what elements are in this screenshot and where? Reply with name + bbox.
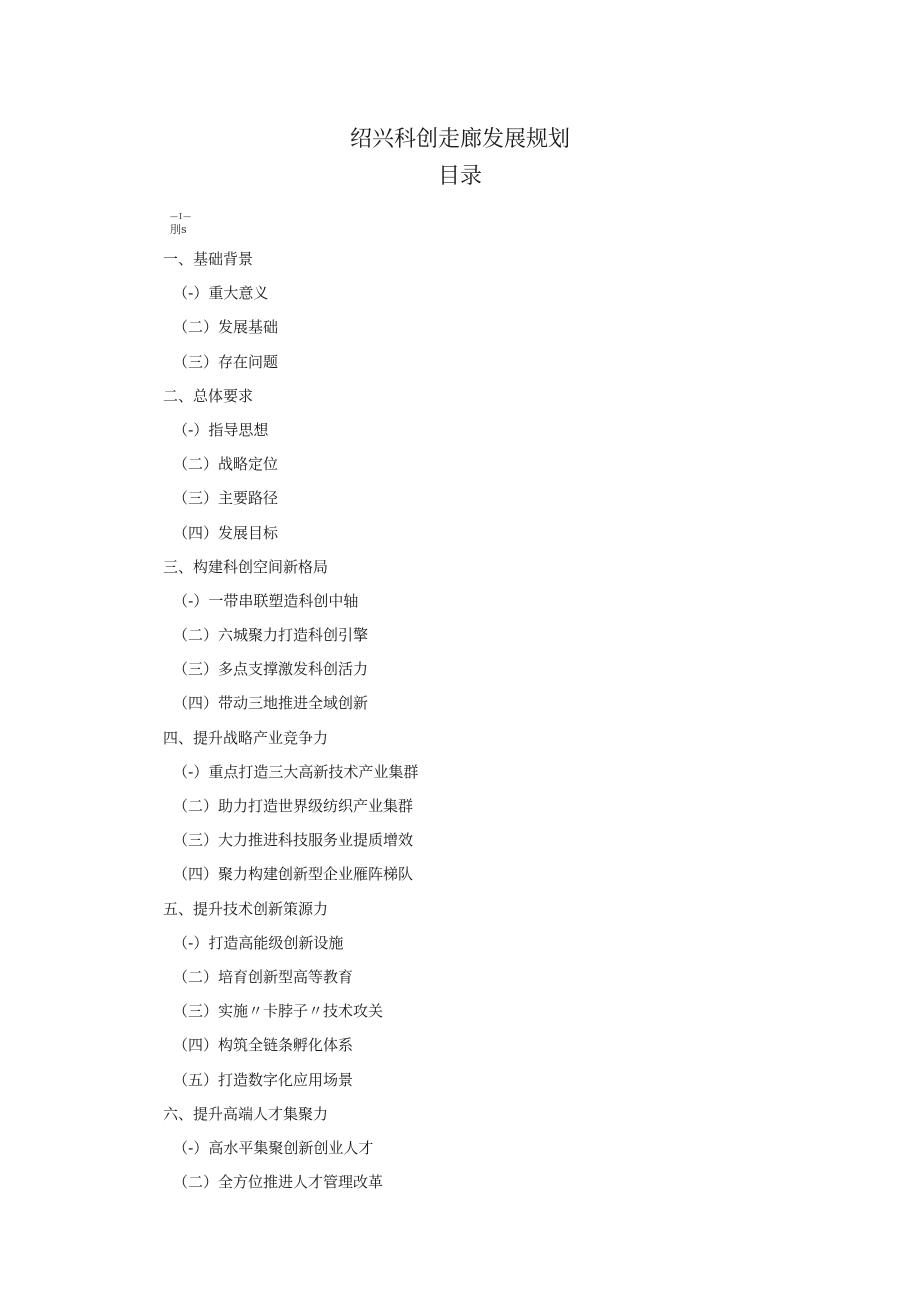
toc-subsection-entry[interactable]: （四）构筑全链条孵化体系 (173, 1036, 354, 1055)
scan-artifact-text: 刖s (170, 223, 187, 236)
toc-subsection-entry[interactable]: （四）发展目标 (173, 523, 279, 542)
toc-subsection-entry[interactable]: （-）一带串联塑造科创中轴 (173, 591, 359, 610)
toc-subsection-entry[interactable]: （-）打造高能级创新设施 (173, 933, 344, 952)
toc-subsection-entry[interactable]: （三）主要路径 (173, 489, 279, 508)
toc-section-entry[interactable]: 一、基础背景 (163, 250, 254, 268)
toc-subsection-entry[interactable]: （-）高水平集聚创新创业人才 (173, 1138, 374, 1157)
toc-subsection-entry[interactable]: （三）存在问题 (173, 352, 279, 371)
toc-subsection-entry[interactable]: （二）助力打造世界级纺织产业集群 (173, 797, 414, 815)
scan-artifact-mark: —I— (170, 212, 193, 221)
toc-subsection-entry[interactable]: （三）大力推进科技服务业提质增效 (173, 831, 414, 850)
toc-section-entry[interactable]: 二、总体要求 (163, 386, 254, 405)
toc-subsection-entry[interactable]: （四）带动三地推进全域创新 (173, 694, 369, 713)
toc-subsection-entry[interactable]: （二）战略定位 (173, 455, 279, 474)
toc-subsection-entry[interactable]: （三）实施〃卡脖子〃技术攻关 (173, 1002, 384, 1021)
toc-subsection-entry[interactable]: （-）重大意义 (173, 284, 269, 303)
toc-subsection-entry[interactable]: （二）全方位推进人才管理改革 (173, 1173, 384, 1192)
toc-section-entry[interactable]: 六、提升高端人才集聚力 (163, 1104, 329, 1123)
table-of-contents (0, 249, 920, 1206)
toc-section-entry[interactable]: 三、构建科创空间新格局 (163, 557, 329, 576)
toc-subsection-entry[interactable]: （-）重点打造三大高新技术产业集群 (173, 762, 419, 781)
toc-section-entry[interactable]: 五、提升技术创新策源力 (163, 899, 329, 918)
toc-subsection-entry[interactable]: （-）指导思想 (173, 420, 269, 439)
toc-subsection-entry[interactable]: （五）打造数字化应用场景 (173, 1070, 354, 1089)
document-title: 绍兴科创走廊发展规划 (349, 127, 570, 152)
toc-subsection-entry[interactable]: （二）发展基础 (173, 318, 279, 337)
toc-subsection-entry[interactable]: （四）聚力构建创新型企业雁阵梯队 (173, 865, 414, 884)
toc-section-entry[interactable]: 四、提升战略产业竞争力 (163, 728, 329, 747)
toc-subsection-entry[interactable]: （三）多点支撑激发科创活力 (173, 660, 369, 679)
toc-subsection-entry[interactable]: （二）培育创新型高等教育 (173, 967, 354, 986)
toc-heading: 目录 (437, 164, 482, 189)
toc-subsection-entry[interactable]: （二）六城聚力打造科创引擎 (173, 626, 369, 645)
